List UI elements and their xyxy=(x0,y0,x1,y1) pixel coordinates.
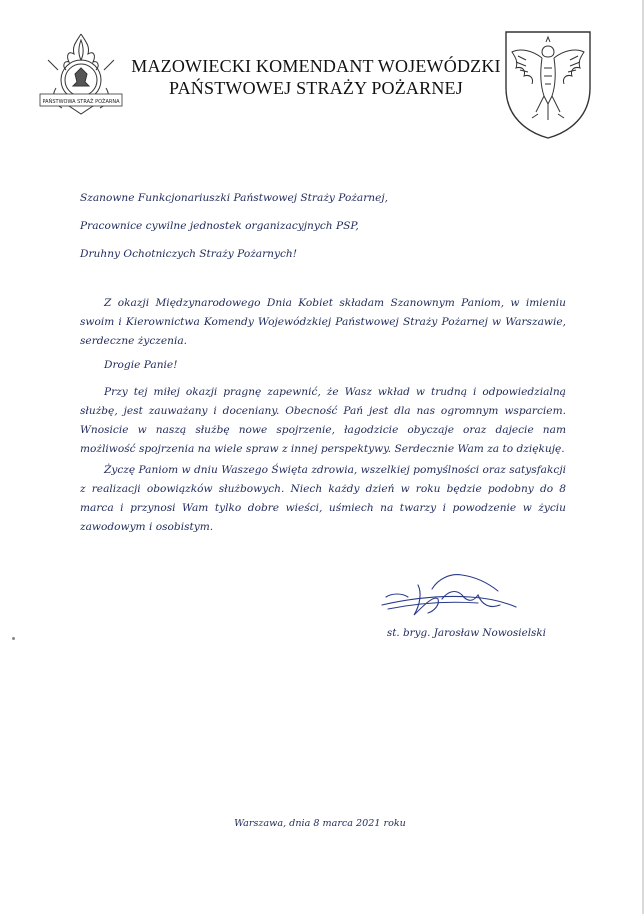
emblem-ribbon-text: PAŃSTWOWA STRAŻ POŻARNA xyxy=(42,99,120,105)
signer-name: st. bryg. Jarosław Nowosielski xyxy=(386,627,546,639)
letterhead-line-2: PAŃSTWOWEJ STRAŻY POŻARNEJ xyxy=(169,78,463,98)
eagle-coat-of-arms-icon xyxy=(502,28,594,140)
handwritten-signature xyxy=(378,565,518,620)
paragraph-wishes: Z okazji Międzynarodowego Dnia Kobiet składam Szanownym Paniom, w imieniu swoim i Kierownictwa Komendy Wojewódzkiej Państwowej Straży Pożarnej w Warszawie, serdeczne życzenia. xyxy=(80,297,566,347)
salutation-line: Druhny Ochotniczych Straży Pożarnych! xyxy=(80,248,297,260)
salutation-line: Pracownice cywilne jednostek organizacyjnych PSP, xyxy=(80,220,359,232)
paragraph-appreciation: Przy tej miłej okazji pragnę zapewnić, że Wasz wkład w trudną i odpowiedzialną służbę, jest zauważany i doceniany. Obecność Pań jest dla nas ogromnym wsparciem. Wnosicie w naszą służbę nowe spojrzenie, łagodzicie obyczaje oraz dajecie nam możliwość spojrzenia na wiele spraw z innej perspektywy. Serdecznie Wam za to dziękuję. xyxy=(80,386,566,455)
paragraph-greeting: Drogie Panie! xyxy=(104,359,178,371)
salutation-line: Szanowne Funkcjonariuszki Państwowej Straży Pożarnej, xyxy=(80,192,389,204)
letterhead-line-1: MAZOWIECKI KOMENDANT WOJEWÓDZKI xyxy=(131,56,501,76)
salutation xyxy=(80,184,560,268)
scan-margin-dot xyxy=(12,637,15,640)
place-and-date: Warszawa, dnia 8 marca 2021 roku xyxy=(234,818,406,829)
paragraph-closing-wishes: Życzę Paniom w dniu Waszego Święta zdrowia, wszelkiej pomyślności oraz satysfakcji z realizacji obowiązków służbowych. Niech każdy dzień w roku będzie podobny do 8 marca i przynosi Wam tylko dobre wieści, uśmiech na twarzy i powodzenie w życiu zawodowym i osobistym. xyxy=(80,464,566,533)
letterhead-title xyxy=(130,55,502,99)
